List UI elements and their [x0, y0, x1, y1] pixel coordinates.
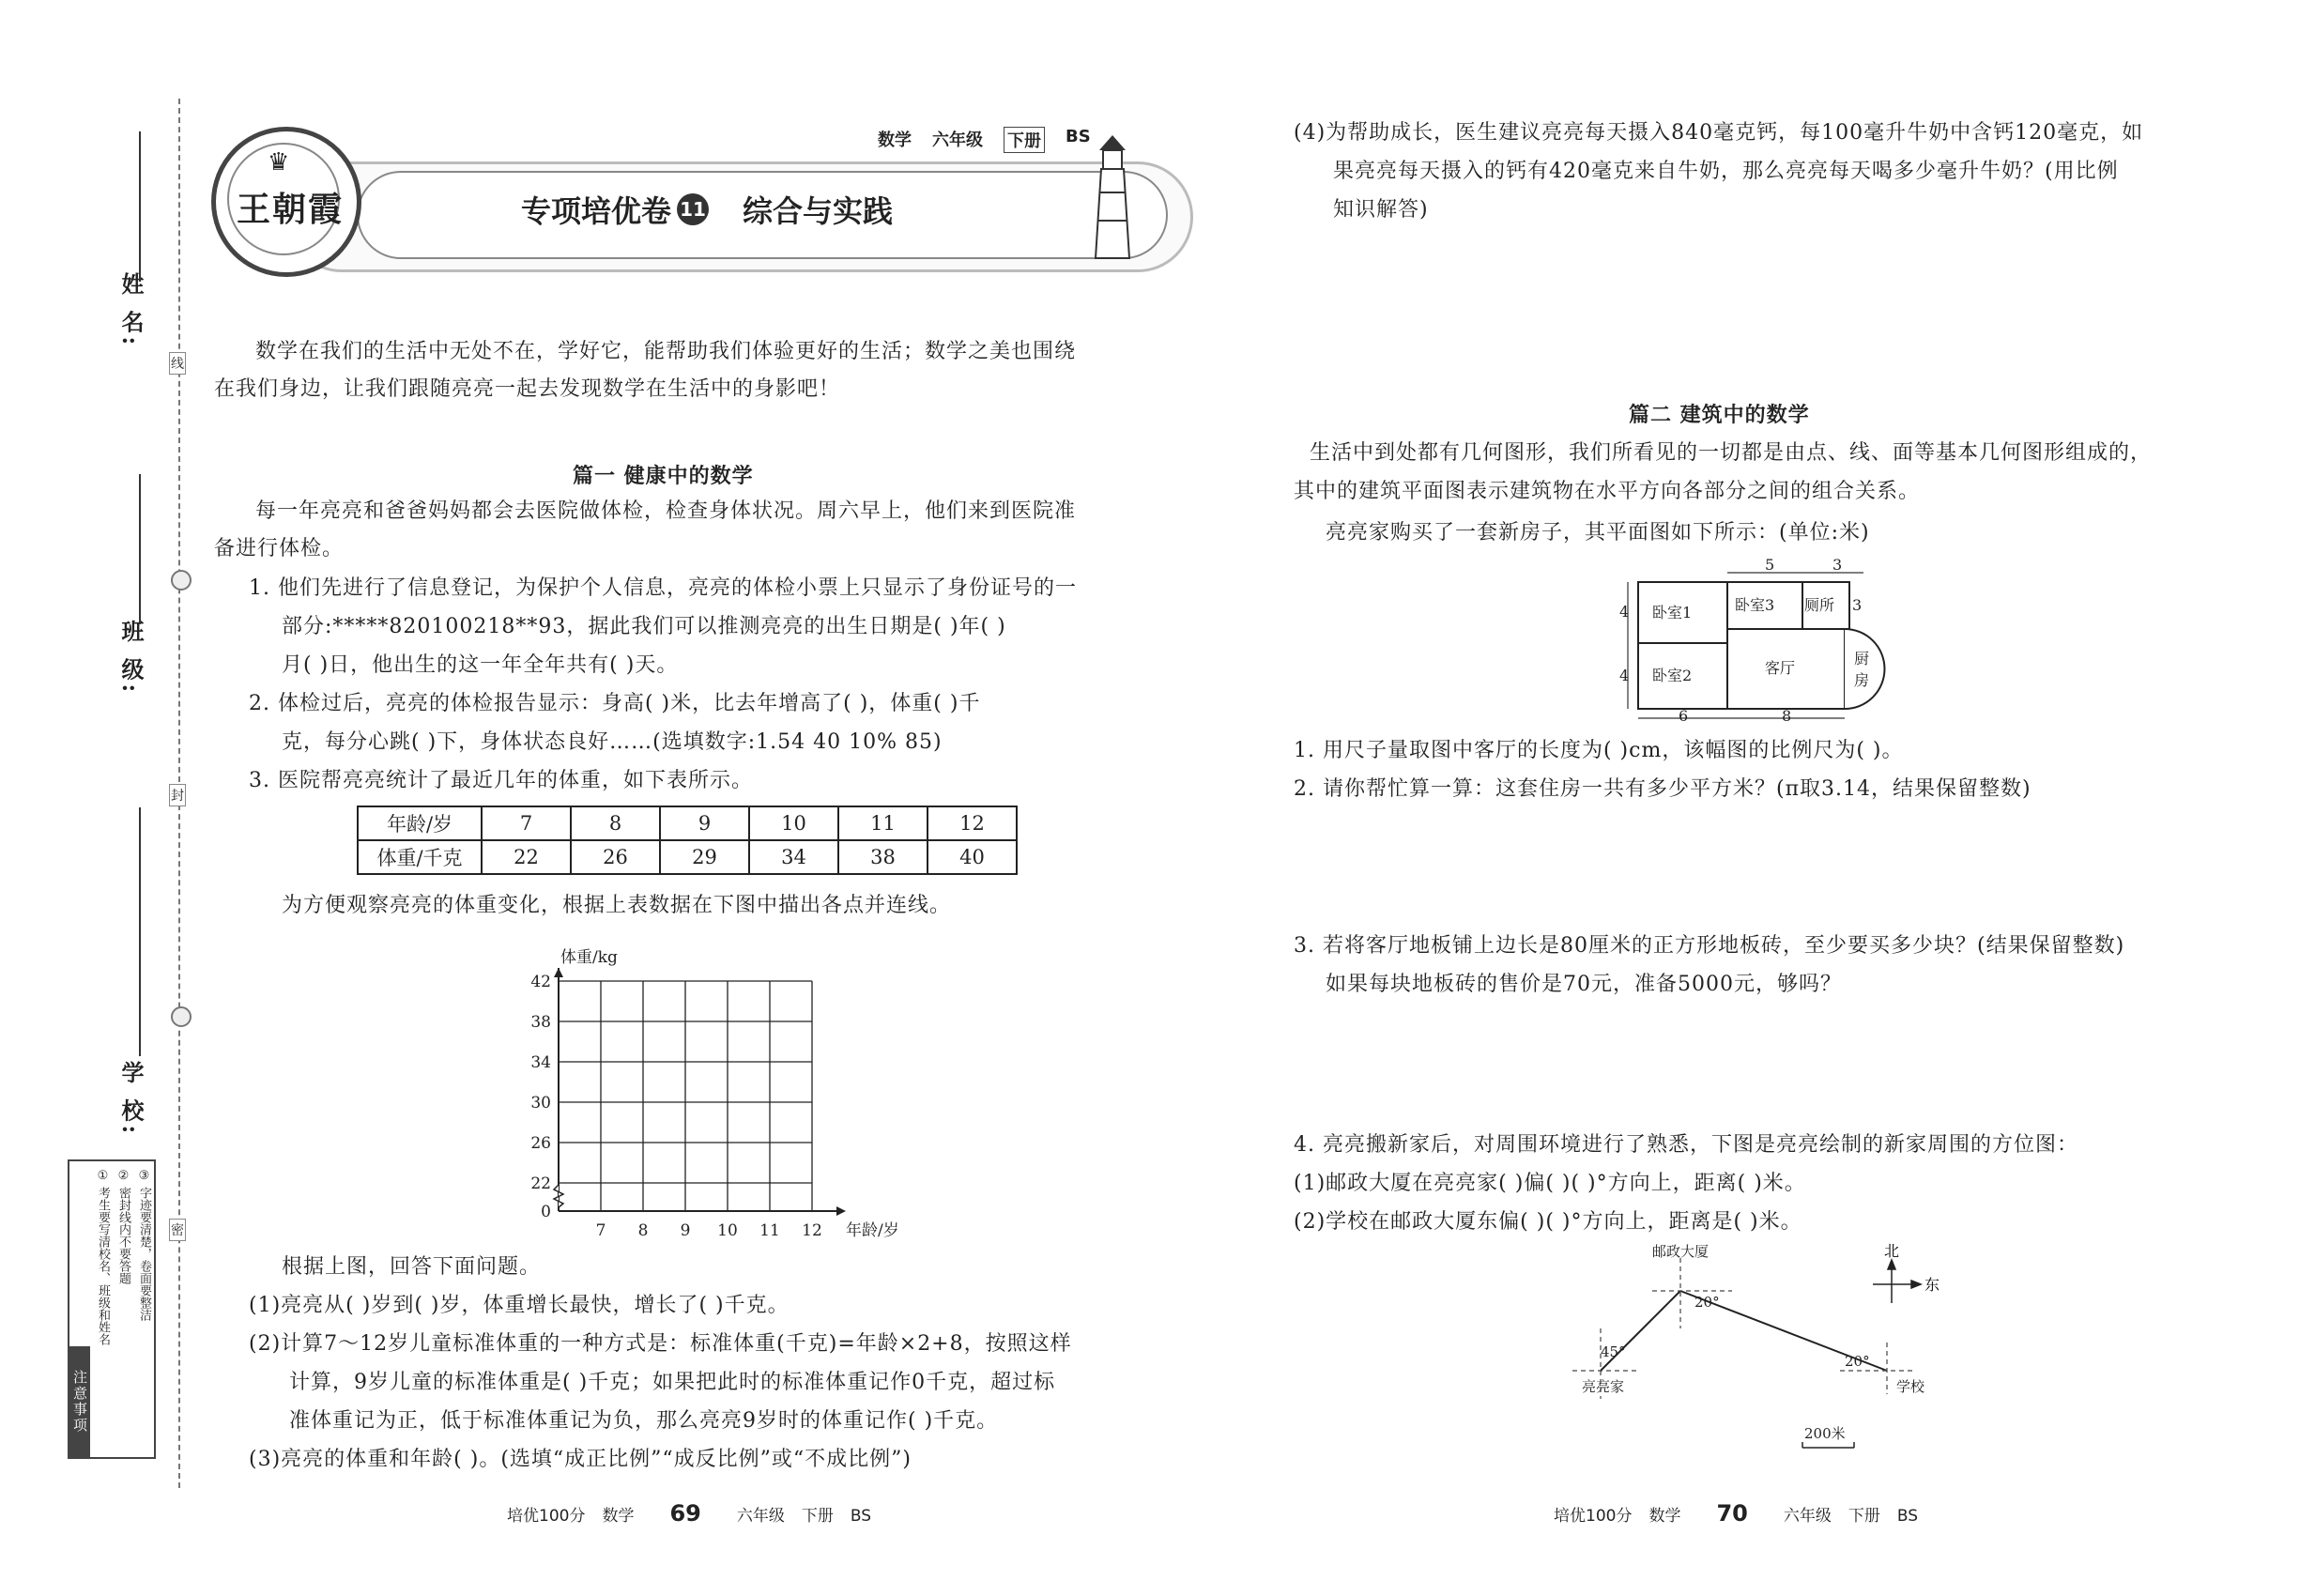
- footer-grade: 六年级: [1783, 1507, 1832, 1526]
- pin-icon: [171, 570, 192, 591]
- y-tick-label: 22: [530, 1174, 551, 1193]
- meta-volume: 下册: [1004, 127, 1045, 153]
- title-text: 专项培优卷: [521, 193, 672, 229]
- y-axis-label: 体重/kg: [560, 948, 618, 967]
- table-cell: 34: [749, 840, 838, 874]
- notice-item: ② 密封线内不要答题: [116, 1169, 130, 1285]
- weight-chart[interactable]: [507, 925, 920, 1244]
- table-cell: 40: [928, 840, 1017, 874]
- question-3: 3. 医院帮亮亮统计了最近几年的体重，如下表所示。: [249, 769, 753, 792]
- question-2: 2. 体检过后，亮亮的体检报告显示：身高( )米，比去年增高了( )，体重( )千: [249, 692, 981, 715]
- building-question-4-2: (2)学校在邮政大厦东偏( )( )°方向上，距离是( )米。: [1294, 1210, 1802, 1234]
- meta-subject: 数学: [878, 130, 912, 150]
- direction-map: [1568, 1239, 1962, 1460]
- floor-plan: [1619, 556, 1896, 725]
- section2-intro: 生活中到处都有几何图形，我们所看见的一切都是由点、线、面等基本几何图形组成的，: [1310, 441, 2153, 465]
- scale-label: 200米: [1804, 1425, 1846, 1442]
- class-field[interactable]: [139, 474, 141, 624]
- room-bedroom-1: 卧室1: [1652, 604, 1693, 622]
- room-kitchen: 厨: [1854, 650, 1870, 668]
- name-field[interactable]: [139, 131, 141, 282]
- intro-line: 数学在我们的生活中无处不在，学好它，能帮助我们体验更好的生活；数学之美也围绕: [255, 340, 1077, 363]
- notice-box: [68, 1159, 156, 1459]
- table-cell: 10: [749, 806, 838, 840]
- notice-item: ③ 字迹要清楚，卷面要整洁: [137, 1169, 151, 1322]
- footer-series: 培优100分: [507, 1507, 586, 1526]
- table-header: 体重/千克: [358, 840, 482, 874]
- section2-house: 亮亮家购买了一套新房子，其平面图如下所示：(单位:米): [1326, 521, 1870, 545]
- seal-char: 密: [169, 1219, 186, 1241]
- compass-north: 北: [1884, 1242, 1900, 1260]
- x-tick-label: 11: [759, 1221, 780, 1240]
- x-tick-label: 10: [717, 1221, 738, 1240]
- title-subtitle: 综合与实践: [743, 193, 894, 229]
- x-tick-label: 12: [802, 1221, 822, 1240]
- notice-item: ① 考生要写清校名、班级和姓名: [96, 1169, 110, 1346]
- compass: [1873, 1260, 1921, 1303]
- banner-title: [521, 188, 893, 231]
- subquestion-3: (3)亮亮的体重和年龄( )。(选填“成正比例”“成反比例”或“不成比例”): [249, 1448, 912, 1471]
- name-label: 姓 名:: [117, 272, 145, 349]
- binding-strip: [0, 0, 188, 1596]
- lighthouse-icon: [1084, 131, 1141, 263]
- page-number: 69: [669, 1500, 701, 1527]
- building-question-3: 3. 若将客厅地板铺上边长是80厘米的正方形地板砖，至少要买多少块？(结果保留整数): [1294, 934, 2125, 958]
- building-question-4: 4. 亮亮搬新家后，对周围环境进行了熟悉，下图是亮亮绘制的新家周围的方位图：: [1294, 1133, 2078, 1157]
- subquestion-2: 计算，9岁儿童的标准体重是( )千克；如果把此时的标准体重记作0千克，超过标: [289, 1371, 1056, 1394]
- after-plot: 根据上图，回答下面问题。: [282, 1255, 542, 1279]
- y-tick-label: 26: [530, 1134, 551, 1153]
- compass-east: 东: [1924, 1276, 1940, 1294]
- title-number: 11: [677, 193, 709, 225]
- footer-series: 培优100分: [1554, 1507, 1633, 1526]
- table-cell: 12: [928, 806, 1017, 840]
- y-tick-label: 34: [530, 1053, 551, 1072]
- footer-subject: 数学: [602, 1507, 635, 1526]
- dimension-label: 6: [1679, 707, 1689, 725]
- section2-intro: 其中的建筑平面图表示建筑物在水平方向各部分之间的组合关系。: [1294, 480, 1921, 503]
- question-1: 1. 他们先进行了信息登记，为保护个人信息，亮亮的体检小票上只显示了身份证号的一: [249, 576, 1077, 600]
- table-row: [358, 840, 1017, 874]
- footer-volume: 下册: [1848, 1507, 1880, 1526]
- dimension-label: 4: [1619, 603, 1630, 621]
- table-row: [358, 806, 1017, 840]
- school-label: 学 校:: [117, 1061, 145, 1138]
- table-cell: 26: [571, 840, 660, 874]
- room-toilet: 厕所: [1804, 596, 1835, 614]
- angle-45: 45°: [1601, 1343, 1626, 1360]
- seal-char: 线: [169, 352, 186, 375]
- subquestion-1: (1)亮亮从( )岁到( )岁，体重增长最快，增长了( )千克。: [249, 1294, 790, 1317]
- table-cell: 7: [482, 806, 571, 840]
- x-tick-label: 7: [595, 1221, 606, 1240]
- question-4: 知识解答): [1333, 198, 1429, 222]
- notice-title: 注意事项: [69, 1346, 90, 1457]
- section2-title: 篇二 建筑中的数学: [1629, 404, 1810, 427]
- table-cell: 38: [838, 840, 928, 874]
- x-axis-arrow: [836, 1206, 846, 1216]
- scale-bar: [1802, 1442, 1854, 1448]
- angle-20-post: 20°: [1694, 1294, 1720, 1311]
- footer-subject: 数学: [1648, 1507, 1681, 1526]
- header-banner: [211, 122, 1188, 272]
- x-tick-label: 9: [680, 1221, 691, 1240]
- meta-bar: [878, 127, 1091, 153]
- label-school: 学校: [1896, 1378, 1925, 1395]
- building-question-2: 2. 请你帮忙算一算：这套住房一共有多少平方米？(π取3.14，结果保留整数): [1294, 777, 2032, 801]
- subquestion-2: (2)计算7～12岁儿童标准体重的一种方式是：标准体重(千克)=年龄×2+8，按照这样: [249, 1332, 1072, 1356]
- building-question-1: 1. 用尺子量取图中客厅的长度为( )cm，该幅图的比例尺为( )。: [1294, 739, 1904, 762]
- footer-right: [1554, 1500, 1918, 1527]
- table-header: 年龄/岁: [358, 806, 482, 840]
- footer-left: [507, 1500, 871, 1527]
- x-axis-label: 年龄/岁: [846, 1221, 899, 1240]
- school-field[interactable]: [139, 807, 141, 1056]
- class-label: 班 级:: [117, 620, 145, 697]
- question-2: 克，每分心跳( )下，身体状态良好……(选填数字:1.54 40 10% 85): [282, 730, 943, 754]
- plot-instruction: 为方便观察亮亮的体重变化，根据上表数据在下图中描出各点并连线。: [282, 894, 952, 917]
- x-tick-label: 8: [637, 1221, 649, 1240]
- section1-intro: 备进行体检。: [214, 537, 345, 560]
- axis-break: [554, 1185, 563, 1207]
- footer-volume: 下册: [801, 1507, 834, 1526]
- meta-grade: 六年级: [932, 130, 983, 150]
- table-cell: 22: [482, 840, 571, 874]
- dimension-label: 3: [1832, 556, 1843, 574]
- label-home: 亮亮家: [1582, 1378, 1625, 1395]
- section1-intro: 每一年亮亮和爸爸妈妈都会去医院做体检，检查身体状况。周六早上，他们来到医院准: [255, 499, 1077, 523]
- building-question-4-1: (1)邮政大厦在亮亮家( )偏( )( )°方向上，距离( )米。: [1294, 1172, 1806, 1195]
- table-cell: 8: [571, 806, 660, 840]
- footer-edition: BS: [1896, 1507, 1919, 1526]
- dimension-label: 8: [1782, 707, 1792, 725]
- logo-mark: 王朝霞: [237, 190, 345, 229]
- y-tick-label: 42: [530, 973, 551, 991]
- table-cell: 11: [838, 806, 928, 840]
- crown-icon: ♛: [268, 148, 290, 176]
- label-post-office: 邮政大厦: [1652, 1243, 1710, 1260]
- intro-line: 在我们身边，让我们跟随亮亮一起去发现数学在生活中的身影吧！: [214, 377, 841, 401]
- weight-table: [357, 806, 1018, 875]
- meta-edition: BS: [1066, 127, 1091, 146]
- seal-char: 封: [169, 784, 186, 806]
- room-bedroom-3: 卧室3: [1735, 596, 1775, 614]
- y-tick-label: 30: [530, 1094, 551, 1113]
- room-living: 客厅: [1765, 659, 1796, 677]
- table-cell: 9: [660, 806, 749, 840]
- page-number: 70: [1716, 1500, 1748, 1527]
- question-1: 月( )日，他出生的这一年全年共有( )天。: [282, 653, 679, 677]
- y-tick-label: 38: [530, 1013, 551, 1032]
- room-bedroom-2: 卧室2: [1652, 667, 1693, 684]
- question-1: 部分:*****820100218**93，据此我们可以推测亮亮的出生日期是( )年( ): [282, 615, 1006, 638]
- angle-20-school: 20°: [1845, 1353, 1870, 1370]
- dimension-label: 5: [1765, 556, 1775, 574]
- question-4: (4)为帮助成长，医生建议亮亮每天摄入840毫克钙，每100毫升牛奶中含钙120毫克，如: [1294, 121, 2144, 145]
- footer-edition: BS: [850, 1507, 872, 1526]
- table-cell: 29: [660, 840, 749, 874]
- building-question-3: 如果每块地板砖的售价是70元，准备5000元，够吗？: [1326, 973, 1842, 996]
- brand-logo: [211, 127, 361, 277]
- room-kitchen: 房: [1854, 671, 1870, 689]
- footer-grade: 六年级: [736, 1507, 785, 1526]
- pin-icon: [171, 1006, 192, 1027]
- section1-title: 篇一 健康中的数学: [573, 465, 754, 488]
- question-4: 果亮亮每天摄入的钙有420毫克来自牛奶，那么亮亮每天喝多少毫升牛奶？(用比例: [1333, 160, 2119, 183]
- dimension-label: 3: [1852, 596, 1863, 614]
- dimension-label: 4: [1619, 667, 1630, 684]
- y-tick-label: 0: [541, 1203, 551, 1221]
- subquestion-2: 准体重记为正，低于标准体重记为负，那么亮亮9岁时的体重记作( )千克。: [289, 1409, 999, 1433]
